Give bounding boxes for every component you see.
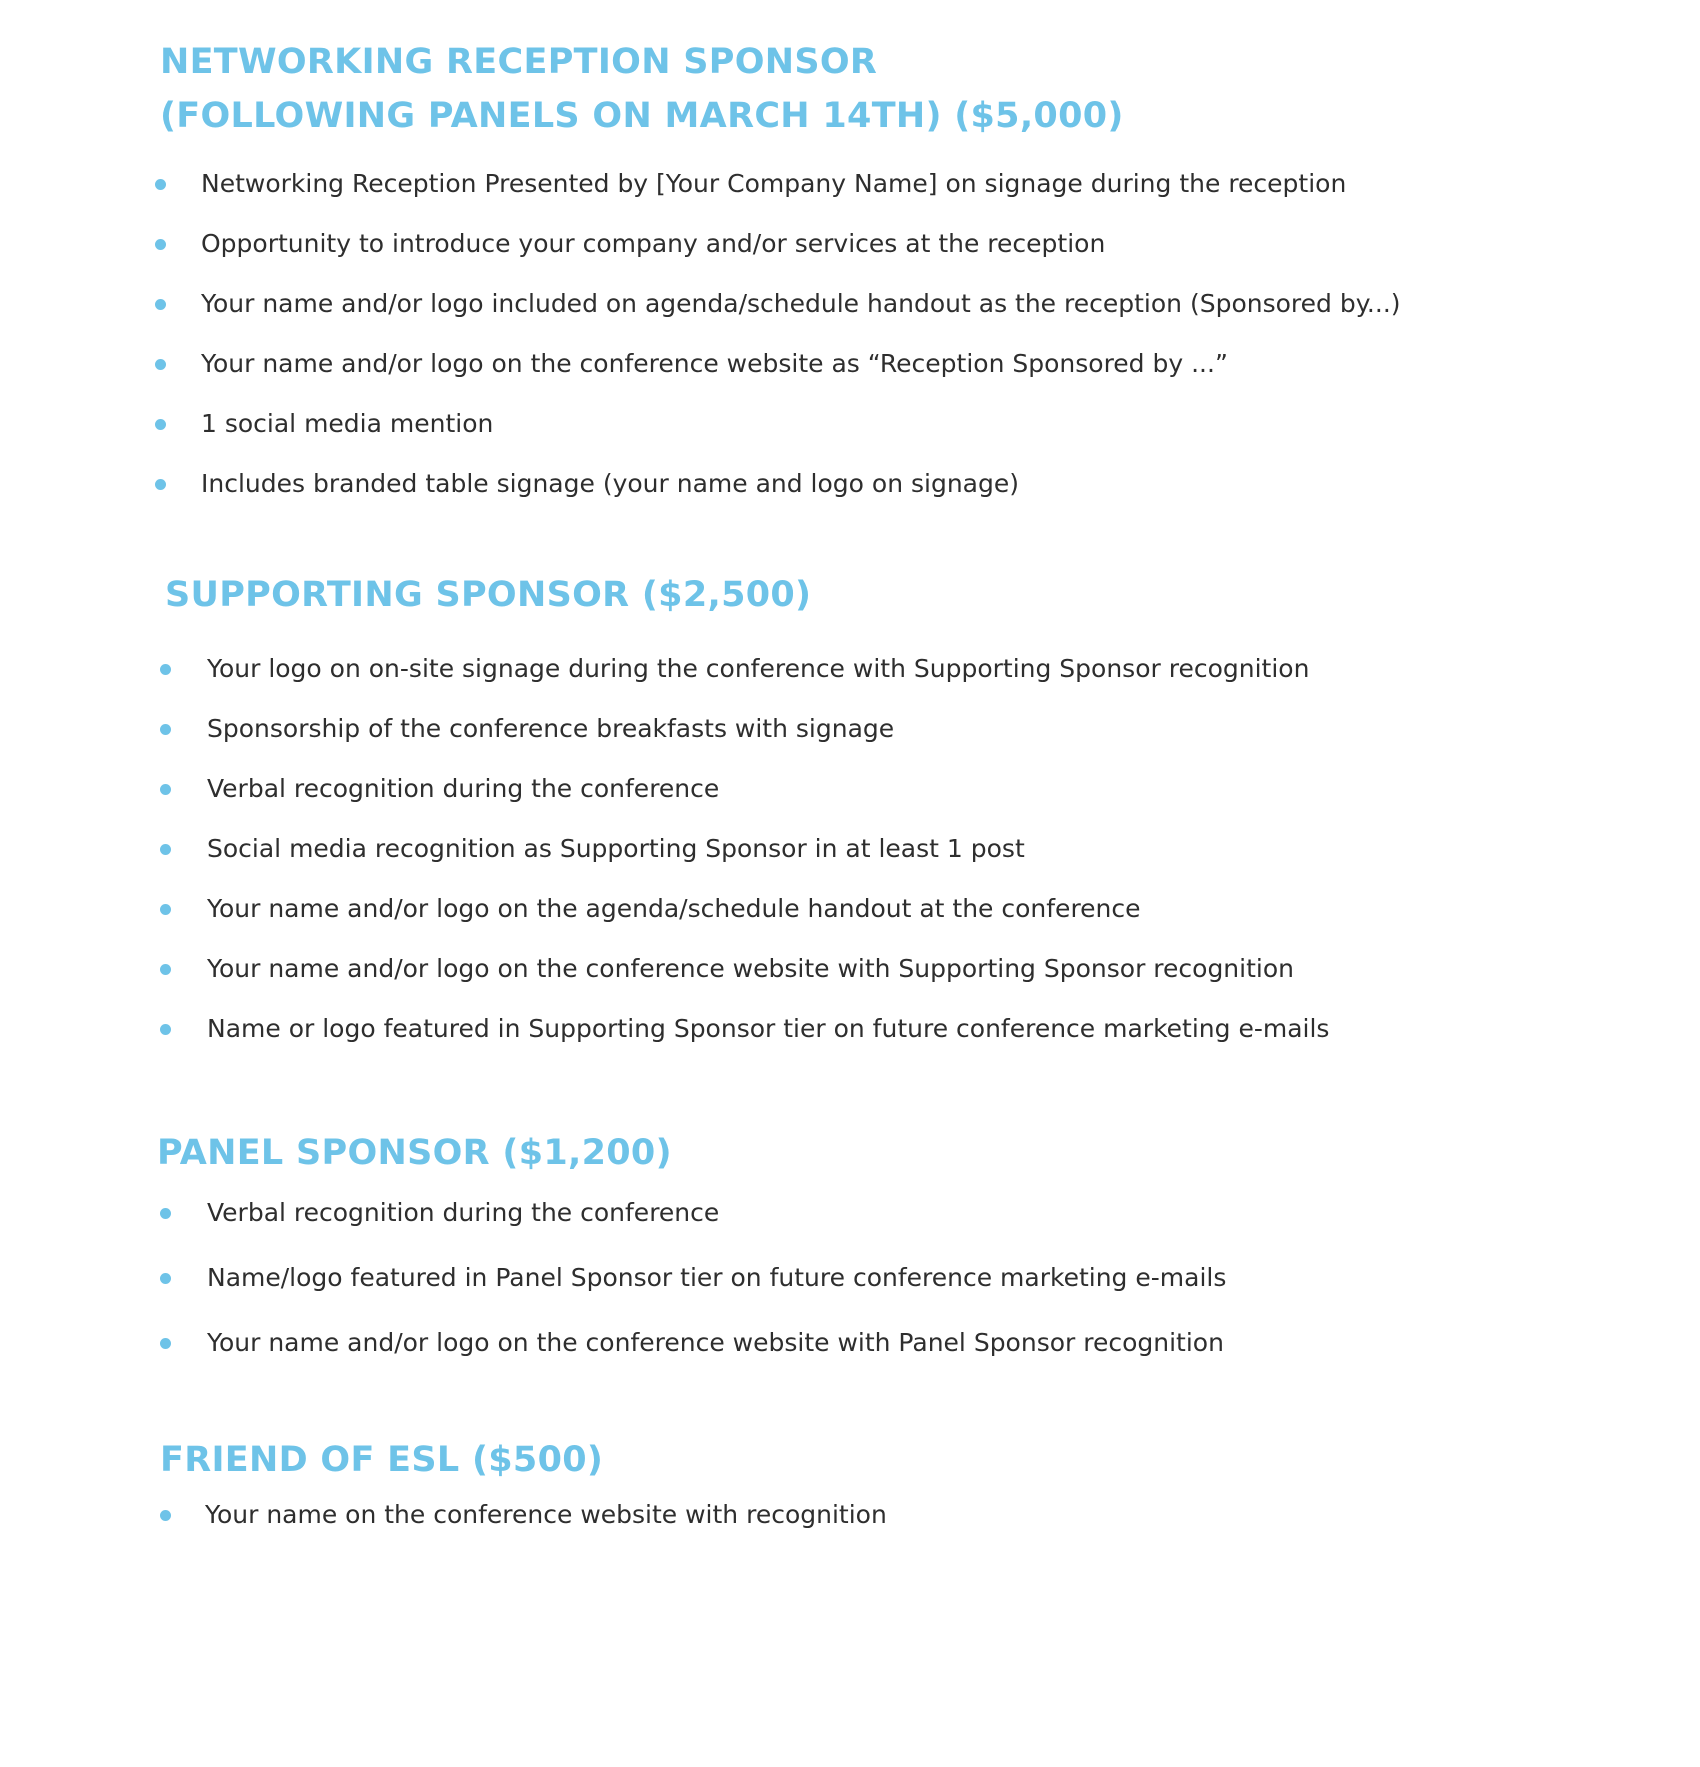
- bullet-dot-icon: [160, 1273, 171, 1284]
- benefit-list: [0, 652, 1700, 1046]
- list-item-text: Name or logo featured in Supporting Sponsor tier on future conference marketing e-mails: [207, 1014, 1330, 1043]
- list-item-text: 1 social media mention: [201, 409, 494, 438]
- list-item: [0, 1498, 1700, 1532]
- list-item-text: Includes branded table signage (your name and logo on signage): [201, 469, 1020, 498]
- bullet-dot-icon: [160, 964, 171, 975]
- list-item: [0, 347, 1700, 381]
- list-item-text: Your name and/or logo on the conference website with Supporting Sponsor recognition: [207, 954, 1294, 983]
- list-item: [0, 1326, 1700, 1360]
- bullet-dot-icon: [160, 664, 171, 675]
- benefit-list: [0, 1196, 1700, 1360]
- list-item: [0, 1196, 1700, 1230]
- section-heading: [160, 1433, 1700, 1487]
- section-heading-line: (FOLLOWING PANELS ON MARCH 14TH) ($5,000): [160, 96, 1124, 136]
- list-item-text: Your name and/or logo on the conference website with Panel Sponsor recognition: [207, 1328, 1224, 1357]
- list-item-text: Opportunity to introduce your company and/or services at the reception: [201, 229, 1106, 258]
- bullet-dot-icon: [160, 1338, 171, 1349]
- bullet-dot-icon: [160, 1208, 171, 1219]
- benefit-list: [0, 167, 1700, 501]
- bullet-dot-icon: [155, 479, 166, 490]
- section-heading-line: FRIEND OF ESL ($500): [160, 1440, 604, 1480]
- list-item: [0, 772, 1700, 806]
- list-item-text: Your name and/or logo on the agenda/schedule handout at the conference: [207, 894, 1141, 923]
- list-item: [0, 167, 1700, 201]
- list-item-text: Social media recognition as Supporting Sponsor in at least 1 post: [207, 834, 1025, 863]
- list-item-text: Verbal recognition during the conference: [207, 1198, 720, 1227]
- list-item-text: Sponsorship of the conference breakfasts with signage: [207, 714, 895, 743]
- list-item: [0, 952, 1700, 986]
- bullet-dot-icon: [155, 239, 166, 250]
- list-item: [0, 832, 1700, 866]
- list-item: [0, 652, 1700, 686]
- bullet-dot-icon: [160, 1510, 171, 1521]
- list-item: [0, 227, 1700, 261]
- bullet-dot-icon: [160, 784, 171, 795]
- bullet-dot-icon: [160, 904, 171, 915]
- list-item: [0, 712, 1700, 746]
- section-heading: [160, 35, 1700, 143]
- section-heading-line: NETWORKING RECEPTION SPONSOR: [160, 42, 878, 82]
- section-heading: [157, 1126, 1700, 1180]
- list-item: [0, 287, 1700, 321]
- sponsor-section-panel: [0, 1126, 1700, 1391]
- bullet-dot-icon: [155, 359, 166, 370]
- list-item-text: Your logo on on-site signage during the conference with Supporting Sponsor recognition: [207, 654, 1310, 683]
- benefit-list: [0, 1498, 1700, 1532]
- list-item-text: Your name and/or logo on the conference website as “Reception Sponsored by ...”: [201, 349, 1228, 378]
- sponsor-section-friend-of-esl: [0, 1433, 1700, 1532]
- list-item-text: Name/logo featured in Panel Sponsor tier on future conference marketing e-mails: [207, 1263, 1227, 1292]
- list-item-text: Networking Reception Presented by [Your Company Name] on signage during the reception: [201, 169, 1347, 198]
- list-item-text: Verbal recognition during the conference: [207, 774, 720, 803]
- bullet-dot-icon: [160, 724, 171, 735]
- sponsor-section-supporting: [0, 568, 1700, 1072]
- bullet-dot-icon: [160, 1024, 171, 1035]
- list-item: [0, 467, 1700, 501]
- section-heading-line: PANEL SPONSOR ($1,200): [157, 1133, 672, 1173]
- list-item: [0, 1012, 1700, 1046]
- sponsor-section-networking-reception: [0, 35, 1700, 527]
- section-heading: [165, 568, 1700, 622]
- list-item: [0, 1261, 1700, 1295]
- bullet-dot-icon: [155, 299, 166, 310]
- bullet-dot-icon: [155, 179, 166, 190]
- list-item: [0, 407, 1700, 441]
- list-item-text: Your name and/or logo included on agenda/schedule handout as the reception (Sponsored by...): [201, 289, 1401, 318]
- bullet-dot-icon: [155, 419, 166, 430]
- list-item: [0, 892, 1700, 926]
- bullet-dot-icon: [160, 844, 171, 855]
- list-item-text: Your name on the conference website with recognition: [205, 1500, 887, 1529]
- section-heading-line: SUPPORTING SPONSOR ($2,500): [165, 575, 812, 615]
